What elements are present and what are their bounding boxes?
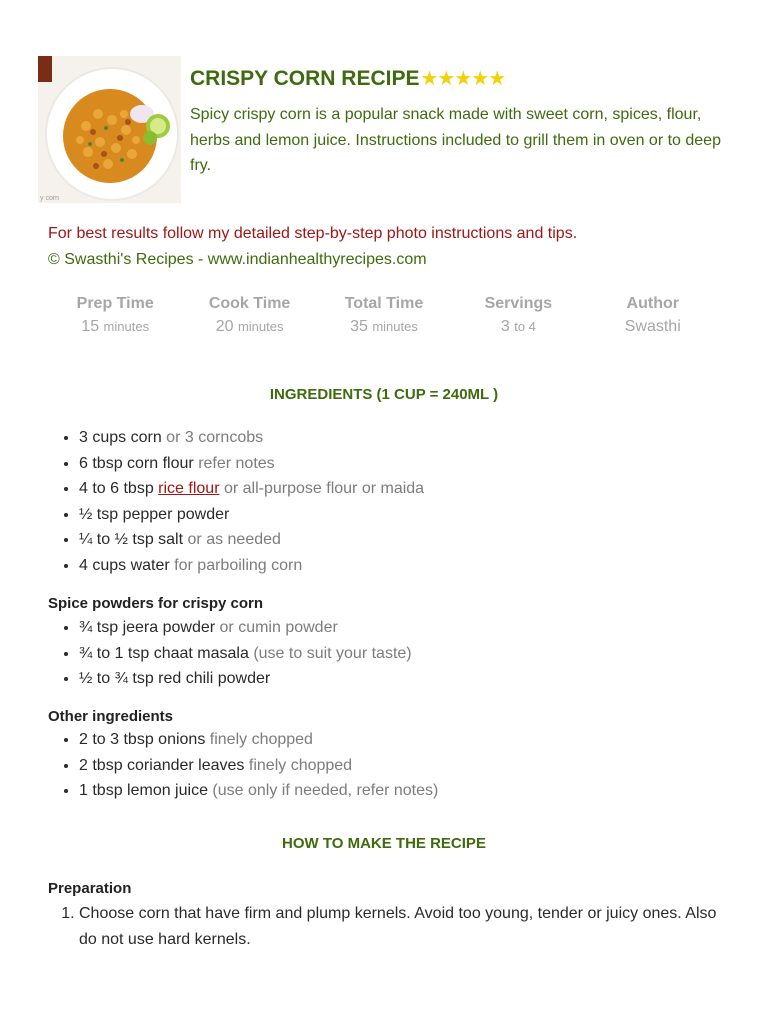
list-item: • 4 to 6 tbsp rice flour or all-purpose flour or maida — [79, 476, 424, 502]
meta-label: Author — [626, 295, 679, 312]
meta-value: 15 minutes — [81, 318, 150, 335]
meta-value[interactable]: 3 to 4 — [500, 318, 536, 335]
ingredients-heading: INGREDIENTS (1 CUP = 240ML ) — [269, 386, 499, 403]
ingredients-spice-list — [79, 615, 412, 692]
preparation-heading: Preparation — [48, 880, 132, 897]
meta-label: Servings — [484, 295, 553, 312]
photo-caption: y corn — [40, 195, 60, 202]
meta-value: 35 minutes — [350, 318, 418, 335]
spice-powders-heading: Spice powders for crispy corn — [48, 595, 264, 612]
recipe-title — [190, 66, 505, 91]
meta-value: Swasthi — [624, 318, 681, 335]
meta-label: Total Time — [344, 295, 424, 312]
list-item: • 4 cups water for parboiling corn — [79, 553, 424, 579]
recipe-photo — [38, 56, 181, 203]
recipe-title-text: CRISPY CORN RECIPE — [190, 67, 420, 90]
list-item: 1. Choose corn that have firm and plump kernels. Avoid too young, tender or juicy ones. Also do not use hard kernels. — [79, 901, 719, 952]
ingredients-main-list — [79, 425, 424, 578]
recipe-meta — [48, 295, 720, 336]
recipe-summary: Spicy crispy corn is a popular snack made with sweet corn, spices, flour, herbs and lemon juice. Instructions included to grill them in oven or to deep fry. — [190, 106, 721, 174]
rice-flour-link[interactable]: rice flour — [158, 480, 220, 497]
list-item: • 2 tbsp coriander leaves finely chopped — [79, 753, 438, 779]
list-item: • 1 tbsp lemon juice (use only if needed, refer notes) — [79, 778, 438, 804]
meta-servings — [451, 295, 585, 336]
list-item: • 2 to 3 tbsp onions finely chopped — [79, 727, 438, 753]
list-item: • 6 tbsp corn flour refer notes — [79, 451, 424, 477]
list-item: • ½ to ¾ tsp red chili powder — [79, 666, 412, 692]
other-ingredients-heading: Other ingredients — [48, 708, 174, 725]
meta-author — [586, 295, 720, 336]
meta-value: 20 minutes — [215, 318, 284, 335]
list-item: • ½ tsp pepper powder — [79, 502, 424, 528]
meta-prep-time — [48, 295, 182, 336]
list-item: • ¾ tsp jeera powder or cumin powder — [79, 615, 412, 641]
list-item: • ¼ to ½ tsp salt or as needed — [79, 527, 424, 553]
rating-stars-icon[interactable]: ★★★★★ — [420, 68, 506, 90]
ingredients-other-list — [79, 727, 438, 804]
method-heading: HOW TO MAKE THE RECIPE — [282, 835, 486, 852]
meta-label: Prep Time — [76, 295, 154, 312]
preparation-steps — [79, 901, 719, 952]
list-item: • ¾ to 1 tsp chaat masala (use to suit your taste) — [79, 641, 412, 667]
meta-label: Cook Time — [208, 295, 291, 312]
crispy-corn-bowl-image — [38, 56, 181, 203]
meta-total-time — [317, 295, 451, 336]
recipe-tip: For best results follow my detailed step-by-step photo instructions and tips. — [48, 225, 578, 242]
meta-cook-time — [182, 295, 316, 336]
list-item: • 3 cups corn or 3 corncobs — [79, 425, 424, 451]
copyright-line: © Swasthi's Recipes - www.indianhealthyrecipes.com — [48, 251, 427, 268]
